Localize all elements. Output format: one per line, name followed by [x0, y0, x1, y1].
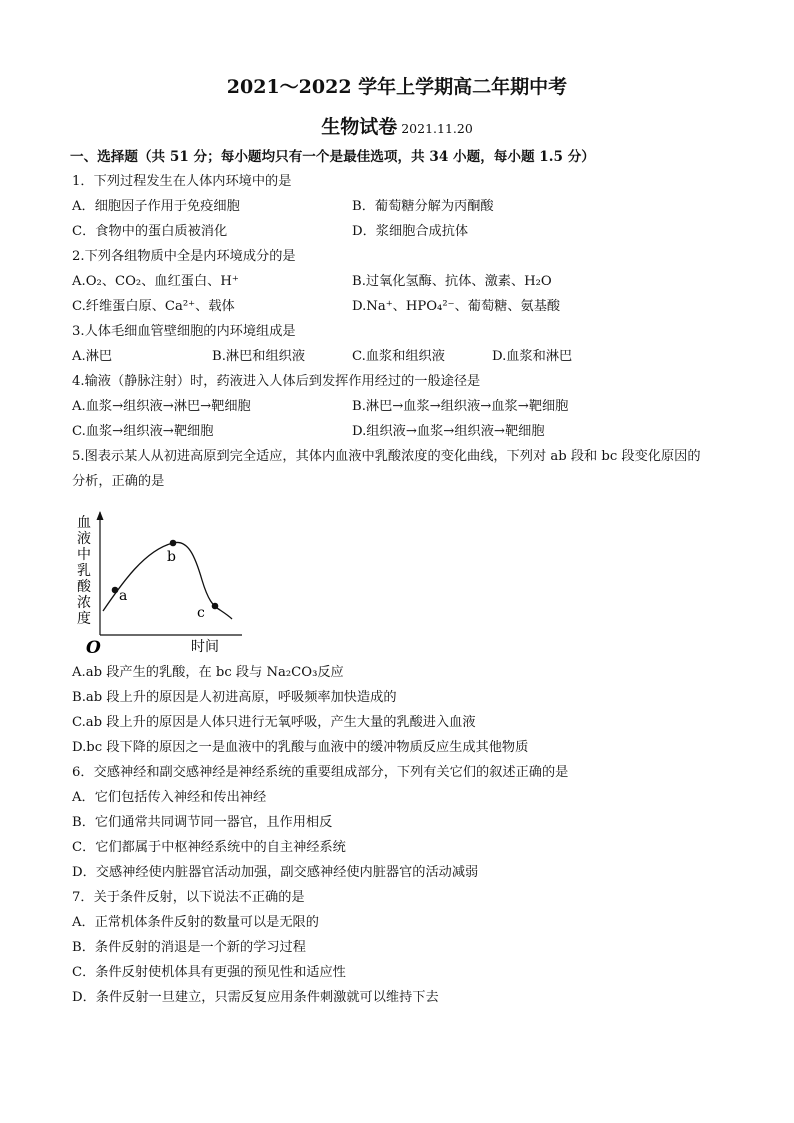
- q1-option-c: C．食物中的蛋白质被消化: [72, 224, 228, 239]
- q7-option-c: C．条件反射使机体具有更强的预见性和适应性: [72, 965, 346, 980]
- q3-option-b: B.淋巴和组织液: [212, 349, 306, 364]
- ylabel-char: 乳: [77, 563, 91, 579]
- exam-date: 2021.11.20: [401, 121, 473, 136]
- q6-option-c: C．它们都属于中枢神经系统中的自主神经系统: [72, 840, 346, 855]
- q2-stem: 2.下列各组物质中全是内环境成分的是: [72, 249, 296, 264]
- q7-option-b: B．条件反射的消退是一个新的学习过程: [72, 940, 306, 955]
- q7-stem: 7．关于条件反射，以下说法不正确的是: [72, 890, 305, 905]
- subject-title: 生物试卷: [321, 116, 398, 138]
- q4-option-b: B.淋巴→血浆→组织液→血浆→靶细胞: [352, 399, 569, 414]
- ylabel-char: 中: [77, 547, 91, 563]
- q6-stem: 6．交感神经和副交感神经是神经系统的重要组成部分，下列有关它们的叙述正确的是: [72, 765, 569, 780]
- point-c: [212, 603, 219, 610]
- q2-option-b: B.过氧化氢酶、抗体、激素、H₂O: [352, 274, 552, 289]
- ylabel-char: 浓: [77, 595, 91, 611]
- q3-option-d: D.血浆和淋巴: [492, 349, 573, 364]
- label-a: a: [119, 588, 128, 604]
- xlabel: 时间: [191, 639, 219, 655]
- ylabel-char: 酸: [77, 579, 91, 595]
- label-b: b: [167, 549, 176, 565]
- q5-option-b: B.ab 段上升的原因是人初进高原，呼吸频率加快造成的: [72, 690, 397, 705]
- q3-option-c: C.血浆和组织液: [352, 349, 445, 364]
- origin-label: O: [86, 638, 101, 658]
- q1-option-d: D．浆细胞合成抗体: [352, 224, 469, 239]
- q4-option-d: D.组织液→血浆→组织液→靶细胞: [352, 424, 545, 439]
- point-a: [112, 587, 119, 594]
- q5-option-a: A.ab 段产生的乳酸，在 bc 段与 Na₂CO₃反应: [72, 665, 344, 680]
- q7-option-d: D．条件反射一旦建立，只需反复应用条件刺激就可以维持下去: [72, 990, 439, 1005]
- lactate-curve-figure: [70, 508, 250, 658]
- q4-stem: 4.输液（静脉注射）时，药液进入人体后到发挥作用经过的一般途径是: [72, 374, 481, 389]
- q6-option-b: B．它们通常共同调节同一器官，且作用相反: [72, 815, 333, 830]
- point-b: [170, 540, 177, 547]
- q6-option-d: D．交感神经使内脏器官活动加强，副交感神经使内脏器官的活动减弱: [72, 865, 479, 880]
- q2-option-a: A.O₂、CO₂、血红蛋白、H⁺: [72, 274, 239, 289]
- section-heading: 一、选择题（共 51 分；每小题均只有一个是最佳选项，共 34 小题，每小题 1.5 分）: [70, 149, 595, 165]
- q3-option-a: A.淋巴: [72, 349, 113, 364]
- exam-subtitle: [0, 112, 794, 139]
- q1-option-a: A．细胞因子作用于免疫细胞: [72, 199, 240, 214]
- q7-option-a: A．正常机体条件反射的数量可以是无限的: [72, 915, 319, 930]
- ylabel-char: 血: [77, 515, 91, 531]
- q3-stem: 3.人体毛细血管壁细胞的内环境组成是: [72, 324, 296, 339]
- exam-title: 2021～2022 学年上学期高二年期中考: [226, 76, 568, 98]
- q1-option-b: B．葡萄糖分解为丙酮酸: [352, 199, 494, 214]
- q2-option-d: D.Na⁺、HPO₄²⁻、葡萄糖、氨基酸: [352, 299, 561, 314]
- label-c: c: [197, 605, 205, 621]
- q4-option-a: A.血浆→组织液→淋巴→靶细胞: [72, 399, 251, 414]
- q5-option-c: C.ab 段上升的原因是人体只进行无氧呼吸，产生大量的乳酸进入血液: [72, 715, 476, 730]
- ylabel-char: 液: [77, 531, 91, 547]
- ylabel-char: 度: [77, 611, 91, 627]
- q2-option-c: C.纤维蛋白原、Ca²⁺、载体: [72, 299, 235, 314]
- q5-stem-cont: 分析，正确的是: [72, 474, 165, 489]
- q4-option-c: C.血浆→组织液→靶细胞: [72, 424, 214, 439]
- q5-stem: 5.图表示某人从初进高原到完全适应，其体内血液中乳酸浓度的变化曲线，下列对 ab 段和 bc 段变化原因的: [72, 449, 701, 464]
- q1-stem: 1．下列过程发生在人体内环境中的是: [72, 174, 292, 189]
- y-axis-arrow: [97, 511, 104, 520]
- q5-option-d: D.bc 段下降的原因之一是血液中的乳酸与血液中的缓冲物质反应生成其他物质: [72, 740, 529, 755]
- q6-option-a: A．它们包括传入神经和传出神经: [72, 790, 267, 805]
